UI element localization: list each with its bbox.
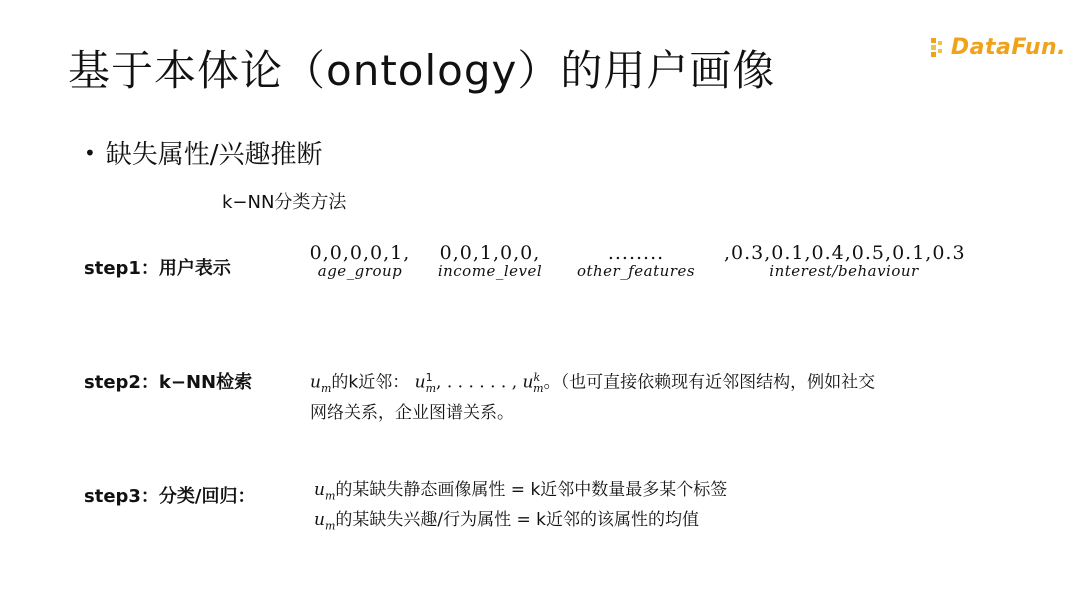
step3-line2: $u_m$的某缺失兴趣/行为属性 = k近邻的该属性的均值 — [314, 510, 700, 533]
logo-text: DataFun. — [950, 34, 1066, 60]
step2-label: step2：k−NN检索 — [84, 372, 253, 393]
feature-name: income_level — [437, 262, 543, 280]
bullet-dot: • — [84, 140, 96, 165]
page-title: 基于本体论（ontology）的用户画像 — [68, 46, 776, 95]
feature-name: age_group — [317, 262, 403, 280]
step3-content — [314, 478, 727, 539]
feature-values: 0,0,0,0,1, — [309, 242, 411, 264]
feature-other — [566, 242, 706, 280]
feature-name: interest/behaviour — [769, 262, 919, 280]
logo-mark-icon — [931, 36, 951, 58]
step1-label: step1：用户表示 — [84, 258, 231, 279]
step3-label: step3：分类/回归： — [84, 486, 256, 507]
feature-interest-behaviour — [724, 242, 964, 280]
datafun-logo — [931, 30, 1066, 64]
step2-line2: 网络关系，企业图谱关系。 — [310, 403, 514, 424]
feature-income-level — [430, 242, 550, 280]
bullet-text: 缺失属性/兴趣推断 — [105, 140, 323, 170]
step2-line1: $u_m$的k近邻： $u^1_m$, . . . . . . , $u^k_m$。（也可直接依赖现有近邻图结构，例如社交 — [310, 371, 876, 396]
feature-values: 0,0,1,0,0, — [439, 242, 541, 264]
step3-line1: $u_m$的某缺失静态画像属性 = k近邻中数量最多某个标签 — [314, 480, 728, 503]
feature-name: other_features — [576, 262, 696, 280]
feature-values: ,0.3,0.1,0.4,0.5,0.1,0.3 — [724, 242, 966, 264]
bullet-item — [84, 134, 323, 171]
method-label: k−NN分类方法 — [222, 192, 347, 213]
feature-values: ........ — [607, 242, 665, 264]
step2-content — [310, 366, 875, 425]
feature-age-group — [308, 242, 412, 280]
